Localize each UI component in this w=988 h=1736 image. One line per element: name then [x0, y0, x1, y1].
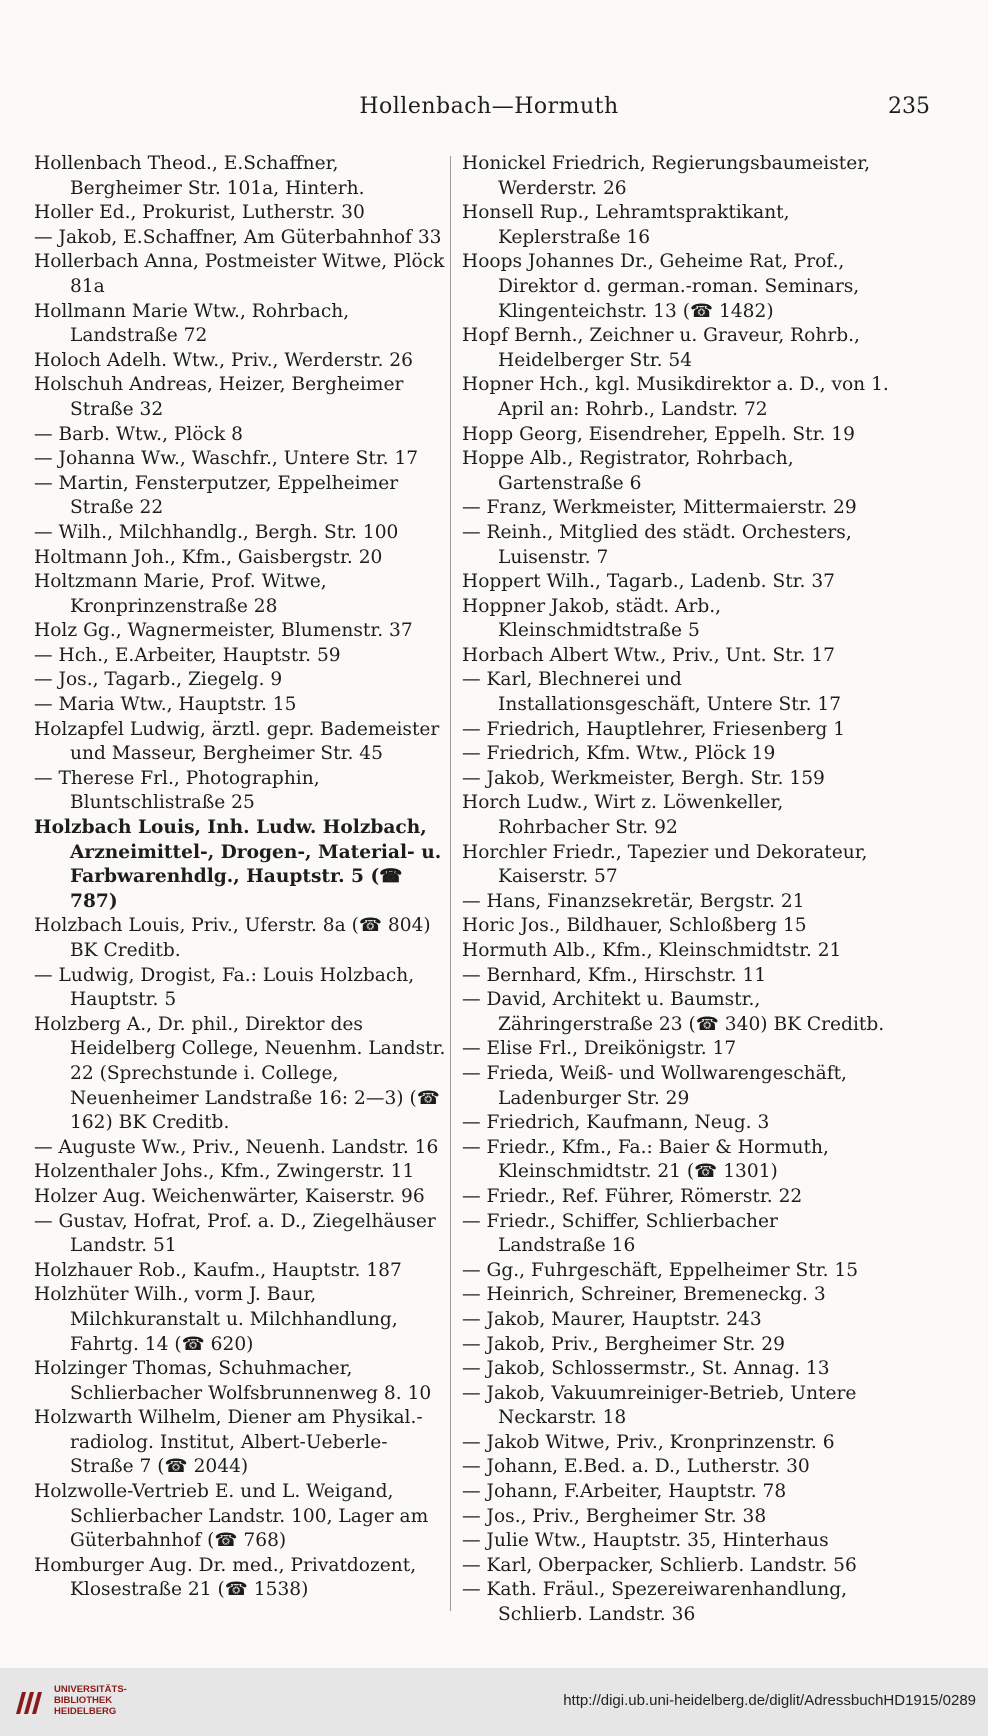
directory-entry: Holzer Aug. Weichenwärter, Kaiserstr. 96 — [34, 1185, 425, 1207]
directory-entry: — Therese Frl., Photographin, Bluntschlistraße 25 — [34, 767, 320, 814]
directory-entry: — Barb. Wtw., Plöck 8 — [34, 423, 243, 445]
directory-entry: — Jakob, Schlossermstr., St. Annag. 13 — [462, 1358, 830, 1380]
directory-entry: — Martin, Fensterputzer, Eppelheimer Straße 22 — [34, 472, 399, 519]
directory-entry: — Reinh., Mitglied des städt. Orchesters, Luisenstr. 7 — [462, 521, 852, 568]
left-column — [34, 152, 446, 1603]
directory-entry: — Jos., Tagarb., Ziegelg. 9 — [34, 669, 283, 691]
page-header — [30, 94, 948, 124]
directory-entry: — Jakob, Werkmeister, Bergh. Str. 159 — [462, 767, 825, 789]
directory-entry: Hoops Johannes Dr., Geheime Rat, Prof., Direktor d. german.-roman. Seminars, Klingenteichstr. 13 (☎ 1482) — [462, 251, 860, 322]
directory-entry: Hoppert Wilh., Tagarb., Ladenb. Str. 37 — [462, 571, 835, 593]
directory-entry: Holzinger Thomas, Schuhmacher, Schlierbacher Wolfsbrunnenweg 8. 10 — [34, 1358, 432, 1404]
directory-entry: — Jakob, E.Schaffner, Am Güterbahnhof 33 — [34, 226, 442, 248]
running-title: Hollenbach—Hormuth — [359, 94, 619, 119]
directory-entry: — David, Architekt u. Baumstr., Zähringerstraße 23 (☎ 340) BK Creditb. — [462, 989, 885, 1035]
directory-entry: — Elise Frl., Dreikönigstr. 17 — [462, 1038, 737, 1060]
directory-entry: Holz Gg., Wagnermeister, Blumenstr. 37 — [34, 620, 413, 642]
directory-entry: — Hch., E.Arbeiter, Hauptstr. 59 — [34, 644, 341, 666]
directory-entry: — Friedr., Kfm., Fa.: Baier & Hormuth, Kleinschmidtstr. 21 (☎ 1301) — [462, 1136, 829, 1183]
directory-entry: Holzhauer Rob., Kaufm., Hauptstr. 187 — [34, 1259, 402, 1281]
directory-entry: Holzberg A., Dr. phil., Direktor des Heidelberg College, Neuenhm. Landstr. 22 (Sprechstunde i. College, Neuenheimer Landstraße 16: 2—3) (☎ 162) BK Creditb. — [34, 1013, 446, 1134]
directory-entry: — Gg., Fuhrgeschäft, Eppelheimer Str. 15 — [462, 1259, 859, 1281]
page-number: 235 — [888, 94, 930, 119]
ub-heidelberg-logo-icon[interactable] — [12, 1686, 44, 1718]
directory-entry: Hopf Bernh., Zeichner u. Graveur, Rohrb., Heidelberger Str. 54 — [462, 325, 860, 371]
directory-entry: — Friedr., Ref. Führer, Römerstr. 22 — [462, 1185, 803, 1207]
directory-entry: Homburger Aug. Dr. med., Privatdozent, Klosestraße 21 (☎ 1538) — [34, 1554, 417, 1601]
source-url-link[interactable]: http://digi.ub.uni-heidelberg.de/diglit/AdressbuchHD1915/0289 — [563, 1692, 976, 1709]
directory-entry: Holzwarth Wilhelm, Diener am Physikal.-radiolog. Institut, Albert-Ueberle-Straße 7 (☎ 2044) — [34, 1407, 423, 1478]
directory-entry: — Johanna Ww., Waschfr., Untere Str. 17 — [34, 448, 419, 470]
directory-entry: — Auguste Ww., Priv., Neuenh. Landstr. 16 — [34, 1136, 439, 1158]
directory-entry: — Karl, Oberpacker, Schlierb. Landstr. 56 — [462, 1554, 857, 1576]
library-name[interactable] — [54, 1684, 127, 1717]
directory-entry: Holtmann Joh., Kfm., Gaisbergstr. 20 — [34, 546, 383, 568]
directory-entry: — Heinrich, Schreiner, Bremeneckg. 3 — [462, 1284, 826, 1306]
directory-entry: — Johann, E.Bed. a. D., Lutherstr. 30 — [462, 1456, 810, 1478]
directory-entry: Honsell Rup., Lehramtspraktikant, Keplerstraße 16 — [462, 202, 790, 248]
directory-entry: Hormuth Alb., Kfm., Kleinschmidtstr. 21 — [462, 940, 842, 961]
directory-entry: Hoppner Jakob, städt. Arb., Kleinschmidtstraße 5 — [462, 595, 722, 642]
right-column — [462, 152, 890, 1628]
directory-entry: — Kath. Fräul., Spezereiwarenhandlung, Schlierb. Landstr. 36 — [462, 1579, 848, 1626]
directory-entry: — Jos., Priv., Bergheimer Str. 38 — [462, 1505, 767, 1527]
directory-entry: Holler Ed., Prokurist, Lutherstr. 30 — [34, 202, 365, 224]
directory-entry: — Jakob, Vakuumreiniger-Betrieb, Untere Neckarstr. 18 — [462, 1382, 857, 1429]
directory-entry: Horch Ludw., Wirt z. Löwenkeller, Rohrbacher Str. 92 — [462, 792, 784, 839]
directory-entry: — Friedr., Schiffer, Schlierbacher Landstraße 16 — [462, 1210, 778, 1257]
directory-entry: — Jakob, Priv., Bergheimer Str. 29 — [462, 1333, 785, 1355]
directory-entry: — Jakob Witwe, Priv., Kronprinzenstr. 6 — [462, 1431, 835, 1453]
directory-entry: Holtzmann Marie, Prof. Witwe, Kronprinzenstraße 28 — [34, 571, 327, 617]
directory-entry: — Maria Wtw., Hauptstr. 15 — [34, 694, 297, 716]
directory-entry: — Karl, Blechnerei und Installationsgeschäft, Untere Str. 17 — [462, 669, 842, 716]
directory-entry: — Friedrich, Kfm. Wtw., Plöck 19 — [462, 743, 776, 765]
directory-entry: Hopner Hch., kgl. Musikdirektor a. D., von 1. April an: Rohrb., Landstr. 72 — [462, 374, 889, 420]
directory-entry: Hollmann Marie Wtw., Rohrbach, Landstraße 72 — [34, 300, 350, 347]
directory-entry: — Ludwig, Drogist, Fa.: Louis Holzbach, Hauptstr. 5 — [34, 964, 415, 1011]
directory-entry: Honickel Friedrich, Regierungsbaumeister, Werderstr. 26 — [462, 153, 871, 199]
library-name-line3: HEIDELBERG — [54, 1706, 117, 1717]
directory-entry: — Frieda, Weiß- und Wollwarengeschäft, Ladenburger Str. 29 — [462, 1062, 847, 1109]
directory-entry: Hollerbach Anna, Postmeister Witwe, Plöck 81a — [34, 251, 445, 297]
directory-entry: Hopp Georg, Eisendreher, Eppelh. Str. 19 — [462, 423, 855, 445]
directory-entry: — Friedrich, Kaufmann, Neug. 3 — [462, 1112, 770, 1134]
directory-entry: Holzenthaler Johs., Kfm., Zwingerstr. 11 — [34, 1161, 415, 1183]
directory-entry: — Julie Wtw., Hauptstr. 35, Hinterhaus — [462, 1530, 829, 1552]
directory-entry: — Hans, Finanzsekretär, Bergstr. 21 — [462, 890, 805, 912]
directory-entry: — Jakob, Maurer, Hauptstr. 243 — [462, 1308, 762, 1330]
directory-entry: Holzapfel Ludwig, ärztl. gepr. Bademeister und Masseur, Bergheimer Str. 45 — [34, 718, 440, 765]
directory-entry: Horchler Friedr., Tapezier und Dekorateur, Kaiserstr. 57 — [462, 841, 868, 888]
library-name-line1: UNIVERSITÄTS- — [54, 1684, 127, 1695]
directory-entry: Holzwolle-Vertrieb E. und L. Weigand, Schlierbacher Landstr. 100, Lager am Güterbahnhof (☎ 768) — [34, 1481, 429, 1552]
directory-entry: — Johann, F.Arbeiter, Hauptstr. 78 — [462, 1481, 787, 1503]
directory-entry: Horic Jos., Bildhauer, Schloßberg 15 — [462, 915, 807, 937]
column-divider — [450, 156, 451, 1611]
directory-entry: Holzbach Louis, Inh. Ludw. Holzbach, Arzneimittel-, Drogen-, Material- u. Farbwarenhdlg., Hauptstr. 5 (☎ 787) — [34, 817, 442, 912]
directory-entry: Horbach Albert Wtw., Priv., Unt. Str. 17 — [462, 644, 836, 666]
viewer-footer — [0, 1668, 988, 1736]
directory-entry: Holzbach Louis, Priv., Uferstr. 8a (☎ 804) BK Creditb. — [34, 915, 431, 961]
directory-entry: — Gustav, Hofrat, Prof. a. D., Ziegelhäuser Landstr. 51 — [34, 1210, 436, 1257]
directory-entry: Hoppe Alb., Registrator, Rohrbach, Gartenstraße 6 — [462, 448, 794, 494]
directory-entry: Holschuh Andreas, Heizer, Bergheimer Straße 32 — [34, 374, 404, 420]
directory-entry: — Wilh., Milchhandlg., Bergh. Str. 100 — [34, 521, 399, 543]
directory-entry: — Friedrich, Hauptlehrer, Friesenberg 1 — [462, 718, 846, 740]
directory-entry: — Franz, Werkmeister, Mittermaierstr. 29 — [462, 497, 857, 519]
directory-entry: Holoch Adelh. Wtw., Priv., Werderstr. 26 — [34, 349, 413, 371]
directory-entry: Hollenbach Theod., E.Schaffner, Bergheimer Str. 101a, Hinterh. — [34, 153, 365, 199]
directory-entry: Holzhüter Wilh., vorm J. Baur, Milchkuranstalt u. Milchhandlung, Fahrtg. 14 (☎ 620) — [34, 1284, 398, 1355]
library-name-line2: BIBLIOTHEK — [54, 1695, 113, 1706]
directory-entry: — Bernhard, Kfm., Hirschstr. 11 — [462, 964, 767, 986]
